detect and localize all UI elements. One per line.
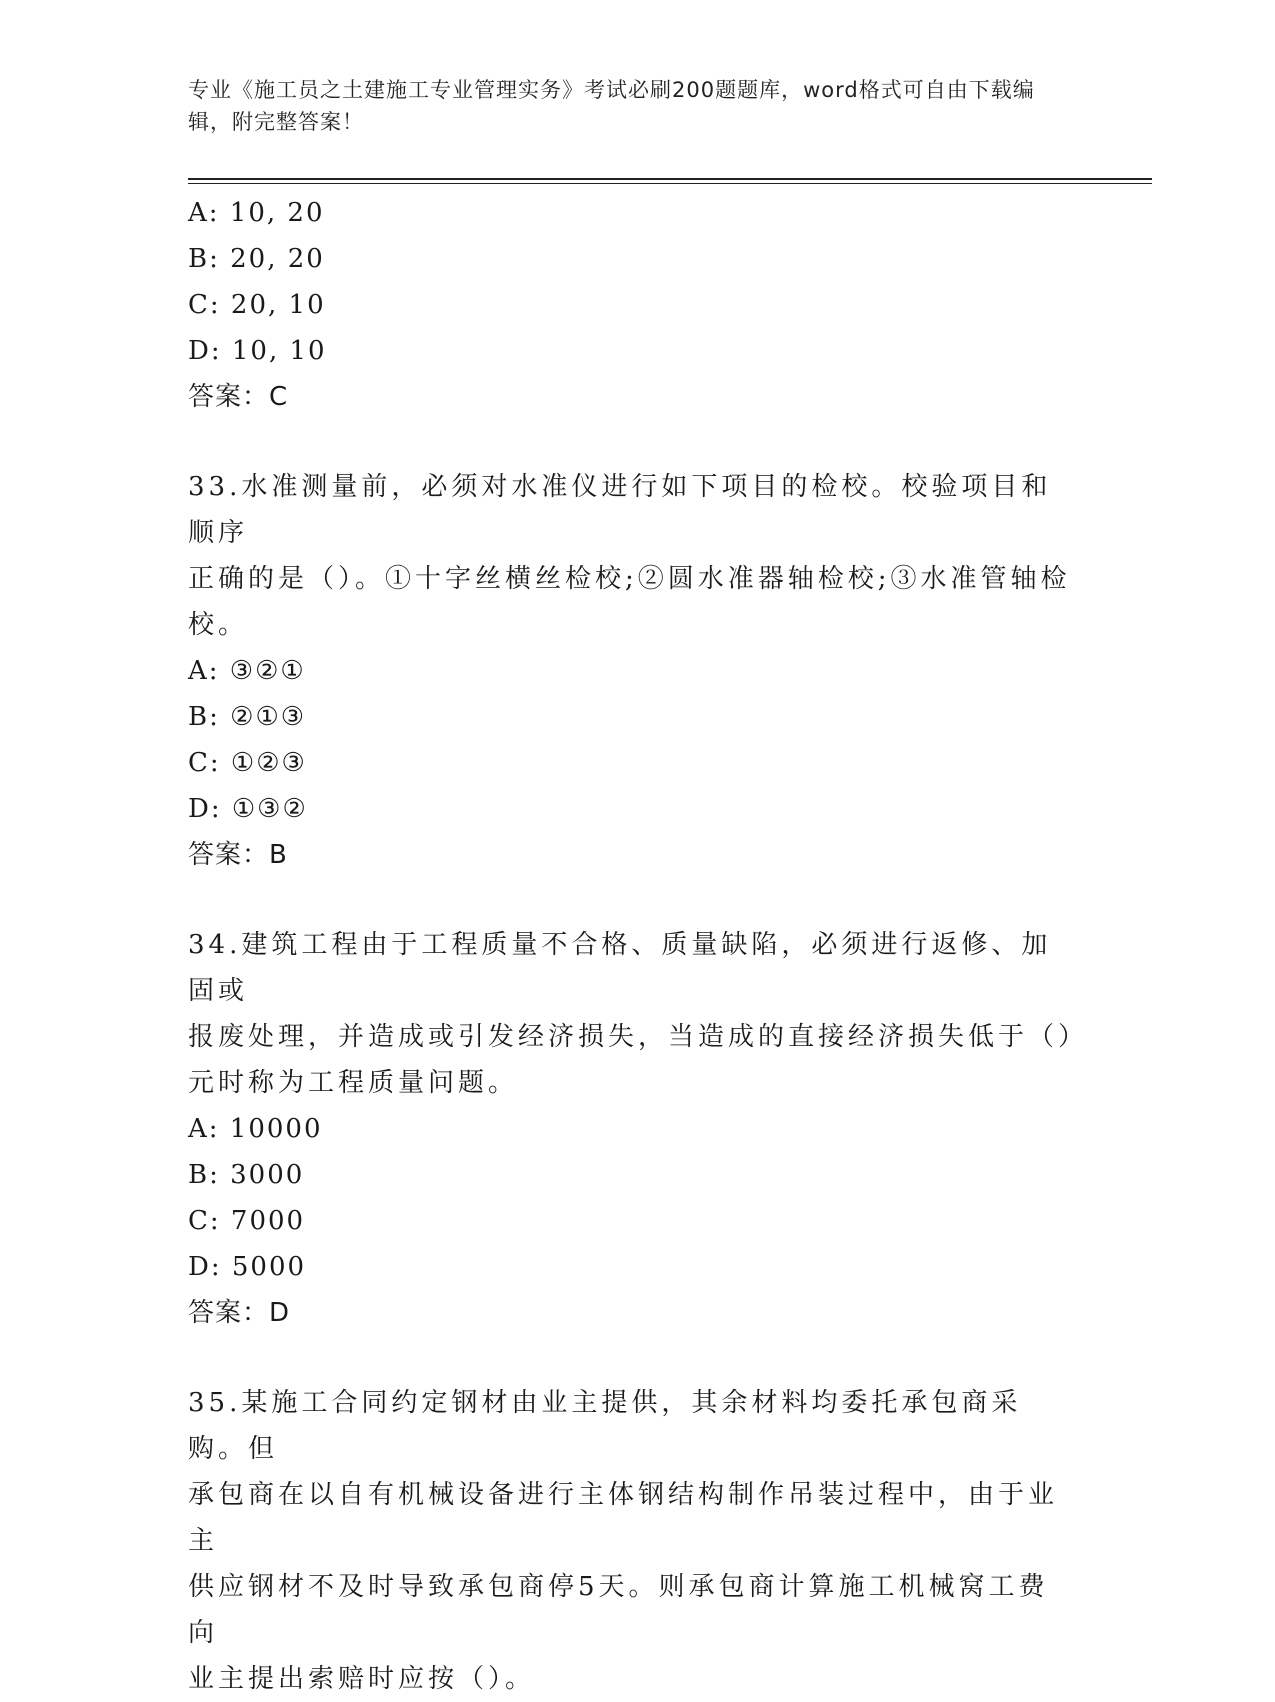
- question-text-line: 报废处理，并造成或引发经济损失，当造成的直接经济损失低于（）: [188, 1022, 1089, 1052]
- question-text-line: 34.建筑工程由于工程质量不合格、质量缺陷，必须进行返修、加固或: [188, 930, 1052, 1006]
- question-text-line: 供应钢材不及时导致承包商停5天。则承包商计算施工机械窝工费向: [188, 1572, 1049, 1648]
- header-rule-thick: [188, 178, 1152, 180]
- question-text-line: 校。: [188, 610, 249, 640]
- answer-label: 答案：C: [188, 382, 289, 412]
- option-c: C: 7000: [188, 1206, 306, 1236]
- option-d: D: 5000: [188, 1252, 307, 1282]
- answer-label: 答案：B: [188, 840, 288, 870]
- question-34-block: [188, 922, 1088, 1336]
- option-a: A: 10, 20: [188, 198, 325, 228]
- option-a: A: 10000: [188, 1114, 323, 1144]
- option-c: C: ①②③: [188, 748, 307, 778]
- question-text-line: 35.某施工合同约定钢材由业主提供，其余材料均委托承包商采购。但: [188, 1388, 1022, 1464]
- option-b: B: 3000: [188, 1160, 305, 1190]
- answer-label: 答案：D: [188, 1298, 291, 1328]
- option-a: A: ③②①: [188, 656, 306, 686]
- document-header: 专业《施工员之土建施工专业管理实务》考试必刷200题题库，word格式可自由下载编辑，附完整答案！: [188, 78, 1035, 134]
- question-text-line: 业主提出索赔时应按（）。: [188, 1664, 536, 1694]
- question-33-block: [188, 464, 1088, 878]
- option-d: D: ①③②: [188, 794, 308, 824]
- question-text-line: 正确的是（）。①十字丝横丝检校;②圆水准器轴检校;③水准管轴检: [188, 564, 1071, 594]
- option-d: D: 10, 10: [188, 336, 327, 366]
- option-b: B: ②①③: [188, 702, 307, 732]
- question-text-line: 元时称为工程质量问题。: [188, 1068, 519, 1098]
- question-text-line: 承包商在以自有机械设备进行主体钢结构制作吊装过程中，由于业主: [188, 1480, 1059, 1556]
- question-32-block: [188, 190, 1088, 420]
- questions-content: [188, 190, 1088, 1702]
- question-text-line: 33.水准测量前，必须对水准仪进行如下项目的检校。校验项目和顺序: [188, 472, 1052, 548]
- header-rule-thin: [188, 183, 1152, 184]
- question-35-block: [188, 1380, 1088, 1702]
- option-c: C: 20, 10: [188, 290, 326, 320]
- option-b: B: 20, 20: [188, 244, 325, 274]
